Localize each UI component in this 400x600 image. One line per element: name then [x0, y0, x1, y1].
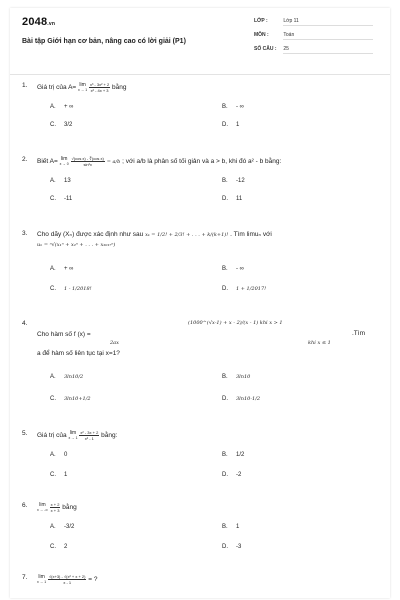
site-logo[interactable] [22, 16, 55, 28]
fraction: $\frac{x + 2}{x + 3}$ [50, 502, 60, 513]
question-6 [22, 502, 382, 562]
question-7 [22, 574, 382, 596]
option-value: -3 [236, 544, 242, 550]
option-letter: C. [50, 544, 56, 550]
question-number: 4. [22, 320, 28, 327]
option-letter: D. [222, 472, 228, 478]
option-letter: B. [222, 524, 228, 530]
option-b[interactable] [222, 266, 244, 272]
option-value: 1 [64, 472, 68, 478]
question-suffix: . Tìm limuₙ với [230, 231, 272, 238]
option-d[interactable] [222, 122, 239, 128]
limit-expression: lim x → 1 [37, 573, 47, 584]
sequence-formula: xₖ = 1/2! + 2/3! + . . . + k/(k+1)! [145, 232, 229, 238]
option-letter: D. [222, 122, 228, 128]
question-suffix: bằng: [101, 432, 118, 440]
option-c[interactable] [50, 196, 72, 202]
question-text [37, 330, 377, 339]
option-letter: D. [222, 286, 228, 292]
option-letter: A. [50, 178, 56, 184]
option-c[interactable] [50, 122, 72, 128]
option-letter: B. [222, 178, 228, 184]
piecewise-2ax: 2ax [110, 340, 119, 346]
option-value: 2 [64, 544, 68, 550]
question-suffix: bằng [62, 504, 77, 512]
option-a[interactable] [50, 374, 83, 380]
option-value: 11 [236, 196, 243, 202]
option-letter: C. [50, 286, 56, 292]
limit-expression: lim x → -∞ [37, 501, 48, 512]
header-divider [10, 74, 390, 75]
question-number: 6. [22, 502, 28, 509]
question-prefix: Giá trị của A= [37, 84, 77, 92]
question-1 [22, 82, 382, 142]
option-letter: D. [222, 396, 228, 402]
option-value: 3ln10 [236, 374, 251, 380]
question-prefix: Cho dãy (Xₙ) được xác định như sau [37, 231, 144, 238]
option-letter: A. [50, 524, 56, 530]
option-value: 1 [236, 122, 240, 128]
option-a[interactable] [50, 524, 74, 530]
option-c[interactable] [50, 544, 67, 550]
option-a[interactable] [50, 104, 73, 110]
option-c[interactable] [50, 396, 91, 402]
logo-text: 2048 [22, 16, 48, 28]
option-a[interactable] [50, 452, 67, 458]
option-letter: C. [50, 196, 56, 202]
meta-key: LỚP : [254, 18, 268, 24]
meta-value: Lớp 11 [283, 18, 373, 26]
option-value: 1 - 1/2018! [64, 286, 92, 292]
question-text [37, 574, 377, 585]
option-letter: B. [222, 374, 228, 380]
question-suffix: = ? [88, 576, 98, 584]
option-value: - ∞ [236, 104, 244, 110]
option-letter: D. [222, 544, 228, 550]
option-b[interactable] [222, 178, 245, 184]
option-value: 3/2 [64, 122, 73, 128]
option-a[interactable] [50, 178, 71, 184]
question-text [37, 230, 377, 250]
option-value: - ∞ [236, 266, 244, 272]
limit-expression: lim x → 1 [78, 81, 88, 92]
limit-expression: lim x → 1 [68, 429, 78, 440]
option-b[interactable] [222, 452, 244, 458]
option-letter: A. [50, 374, 56, 380]
question-number: 1. [22, 82, 28, 89]
option-value: 3ln10+1/2 [64, 396, 91, 402]
option-b[interactable] [222, 374, 250, 380]
equals-a-over-b: = a/b [106, 159, 121, 166]
question-text [37, 502, 377, 513]
question-4 [22, 320, 382, 420]
option-value: 1 + 1/2017! [236, 286, 267, 292]
question-number: 5. [22, 430, 28, 437]
option-value: 3ln10/2 [64, 374, 84, 380]
option-a[interactable] [50, 266, 73, 272]
option-value: 3ln10-1/2 [236, 396, 261, 402]
meta-class [254, 18, 380, 26]
option-value: -3/2 [64, 524, 75, 530]
option-letter: B. [222, 104, 228, 110]
question-text [37, 82, 377, 93]
fraction: $\frac{\text{x³ - 3x² + 2}}{\text{x² - 4x + 3}}$ [89, 82, 110, 93]
option-d[interactable] [222, 396, 260, 402]
question-3 [22, 230, 382, 310]
piecewise-bottom: khi x ≤ 1 [308, 340, 331, 346]
limit-expression: lim x → 0 [59, 155, 69, 166]
question-prefix: Giá trị của [37, 432, 67, 440]
option-b[interactable] [222, 104, 244, 110]
question-tail: .Tìm [352, 330, 365, 337]
meta-value: 25 [283, 46, 373, 54]
option-letter: C. [50, 472, 56, 478]
option-value: + ∞ [64, 266, 74, 272]
option-d[interactable] [222, 544, 241, 550]
option-value: + ∞ [64, 104, 74, 110]
question-5 [22, 430, 382, 490]
question-number: 3. [22, 230, 28, 237]
option-value: -2 [236, 472, 242, 478]
fraction: $\frac{\text{√(x+3) - √(x² + x + 2)}}{x - 1}$ [48, 574, 86, 585]
meta-count [254, 46, 380, 54]
option-b[interactable] [222, 524, 239, 530]
option-value: 0 [64, 452, 68, 458]
question-suffix: bằng [112, 84, 127, 92]
meta-key: SỐ CÂU : [254, 46, 277, 52]
option-letter: A. [50, 104, 56, 110]
option-value: 1 [236, 524, 240, 530]
meta-key: MÔN : [254, 32, 269, 38]
document-title: Bài tập Giới hạn cơ bản, nâng cao có lời giải (P1) [22, 38, 186, 45]
meta-subject [254, 32, 380, 40]
option-value: -11 [64, 196, 73, 202]
option-d[interactable] [222, 472, 241, 478]
option-letter: A. [50, 266, 56, 272]
option-letter: B. [222, 452, 228, 458]
fraction: $\frac{\text{x² - 3x + 2}}{\text{x² - 1}}$ [80, 430, 99, 441]
option-c[interactable] [50, 472, 67, 478]
piecewise-top: (1000^(√x-1) + x - 2)/(x - 1) khi x > 1 [188, 320, 283, 326]
document-page [10, 8, 390, 598]
logo-suffix: .vn [47, 21, 56, 27]
question-number: 7. [22, 574, 28, 581]
option-value: 13 [64, 178, 71, 184]
meta-value: Toán [283, 32, 373, 40]
question-text [37, 430, 377, 441]
option-c[interactable] [50, 286, 92, 292]
option-d[interactable] [222, 196, 242, 202]
question-prefix: Biết A= [37, 158, 58, 166]
option-value: -12 [236, 178, 245, 184]
option-letter: C. [50, 396, 56, 402]
question-line2: a để hàm số liên tục tại x=1? [37, 350, 120, 357]
question-prefix: Cho hàm số f (x) = [37, 331, 91, 338]
option-letter: B. [222, 266, 228, 272]
option-value: 1/2 [236, 452, 245, 458]
option-letter: D. [222, 196, 228, 202]
question-2 [22, 156, 382, 216]
option-d[interactable] [222, 286, 266, 292]
option-letter: C. [50, 122, 56, 128]
question-number: 2. [22, 156, 28, 163]
question-suffix: ; với a/b là phân số tối giản và a > b, khi đó a² - b bằng: [122, 158, 282, 166]
fraction: $\frac{\text{√(cos x) - ∛(cos x)}}{\text{sin²x}}$ [71, 156, 104, 167]
question-text [37, 156, 377, 167]
sequence-definition: uₙ = ⁿ√(x₁ⁿ + x₂ⁿ + . . . + x₂₀₁₇ⁿ) [37, 242, 116, 248]
option-letter: A. [50, 452, 56, 458]
